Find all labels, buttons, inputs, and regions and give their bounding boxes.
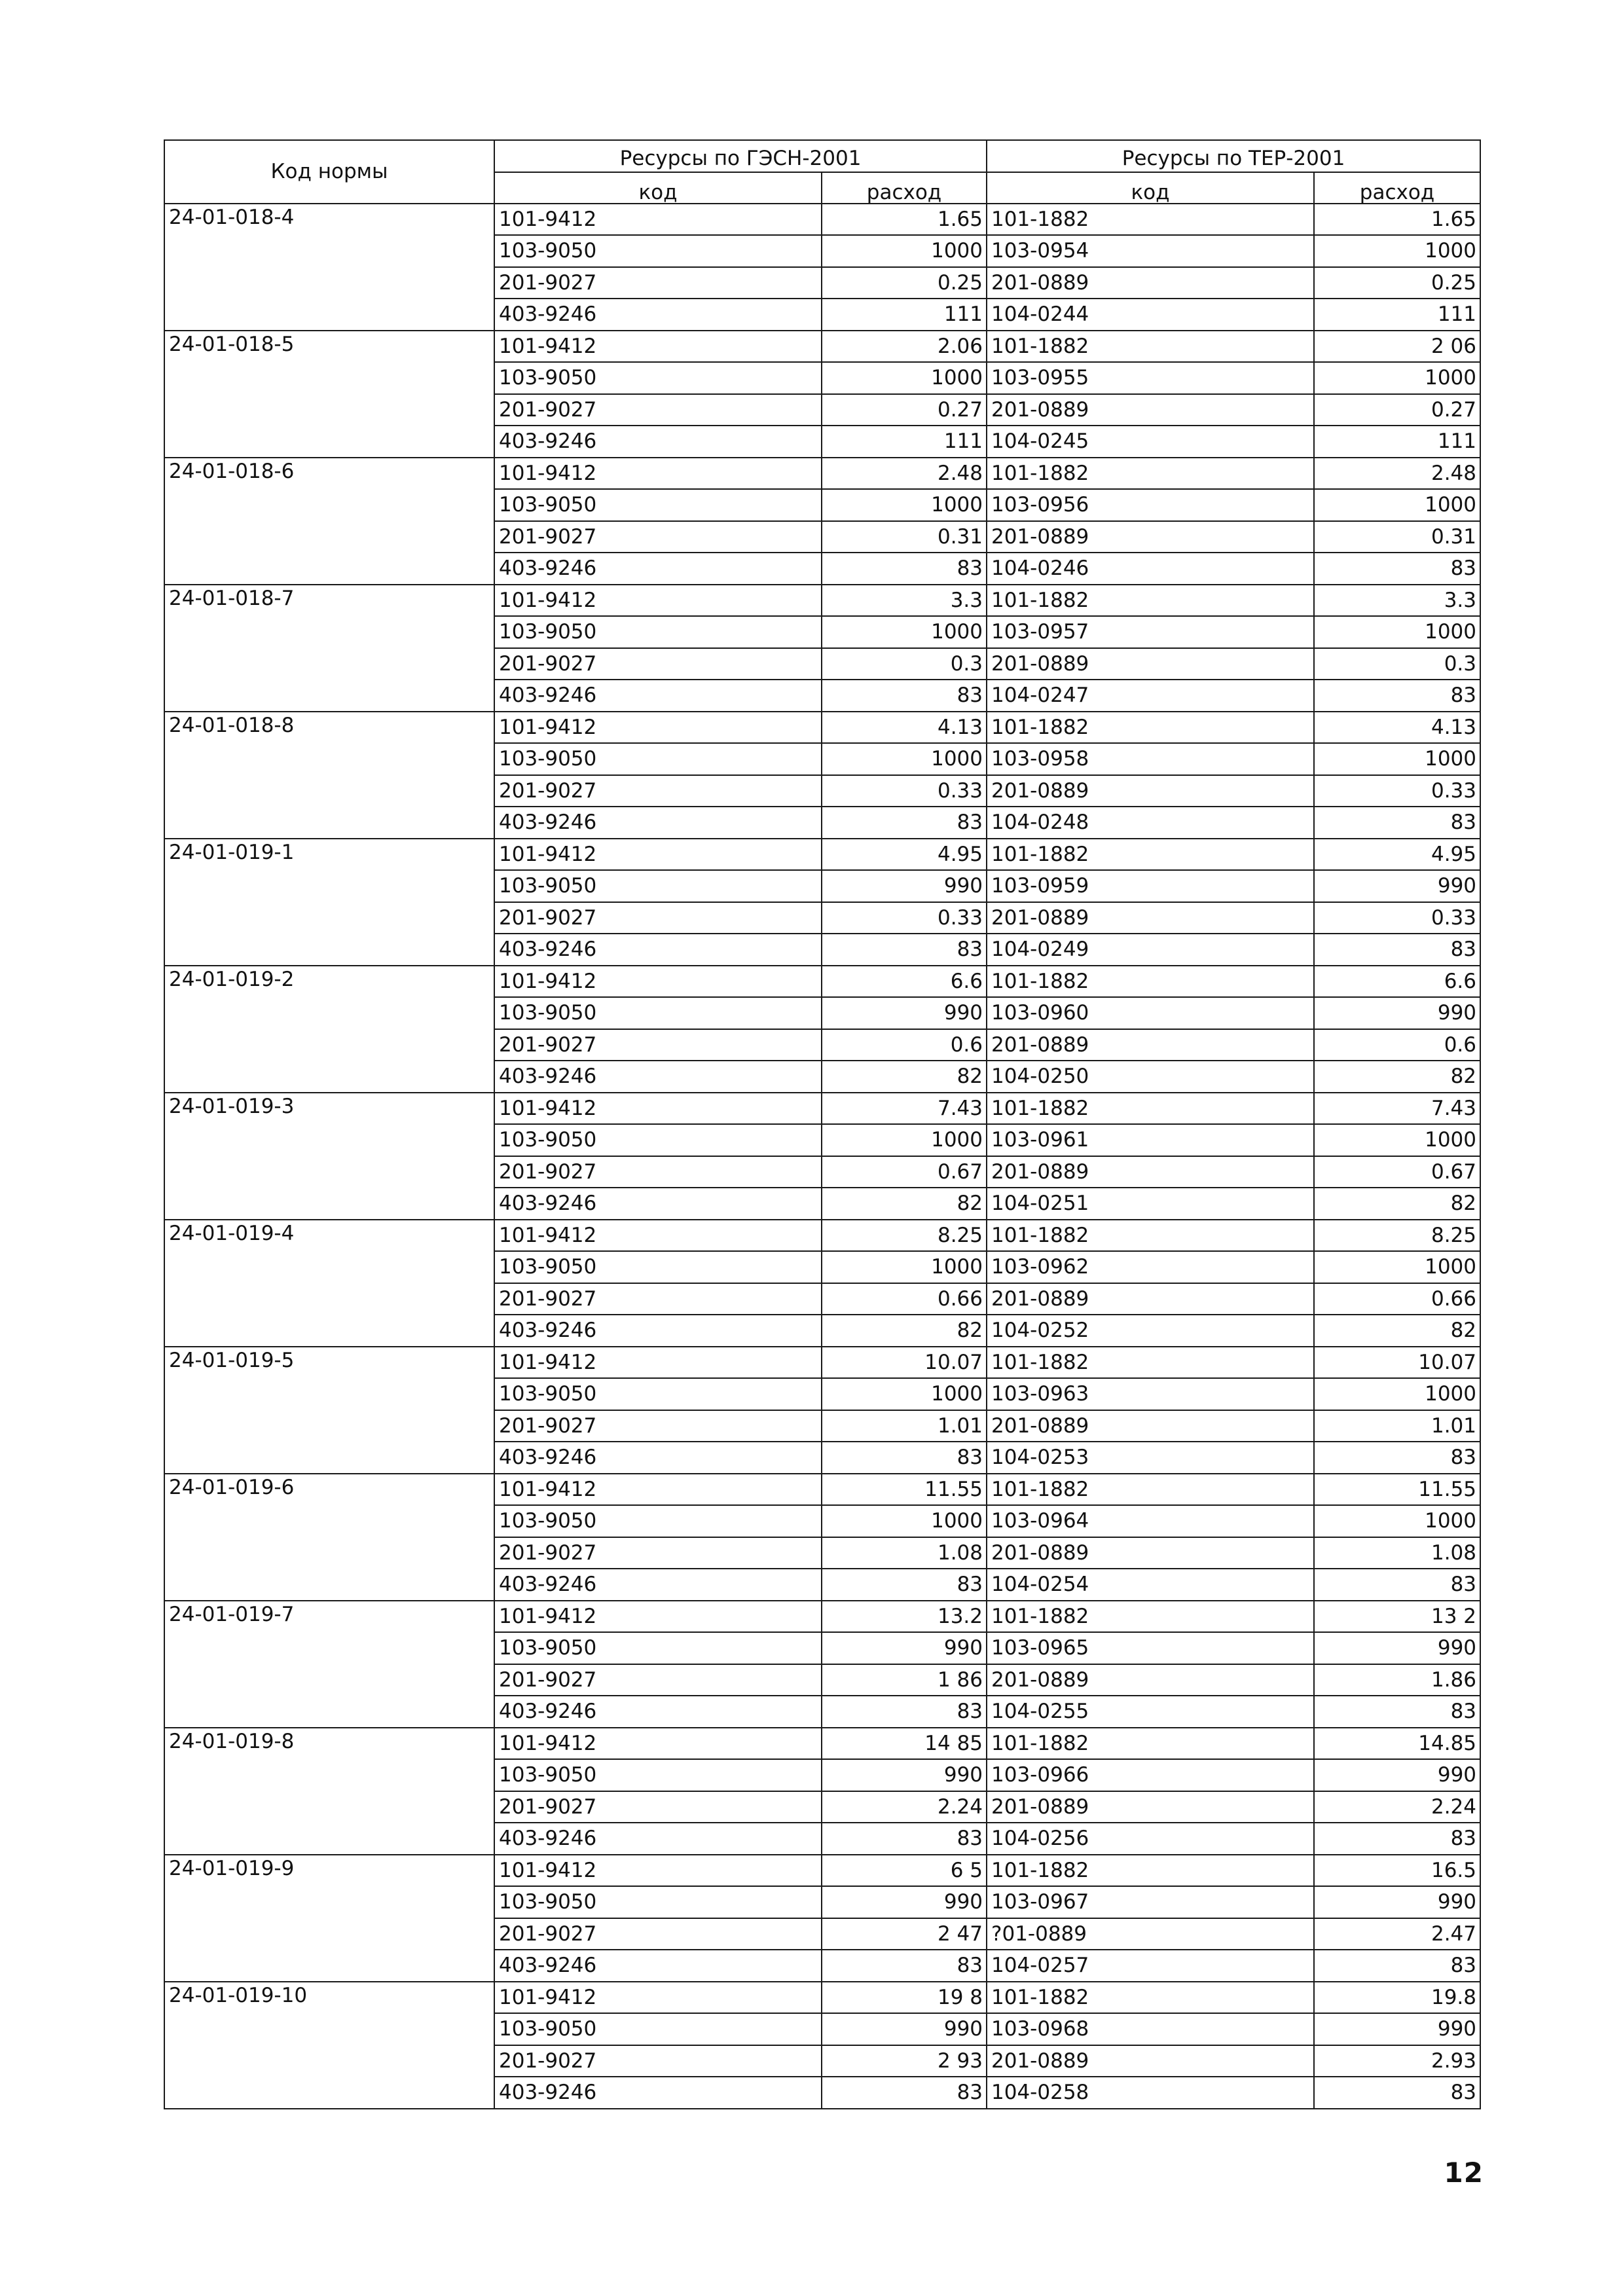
gesn-consumption-cell: 0.27 — [822, 394, 987, 426]
ter-consumption-cell: 83 — [1314, 1950, 1480, 1982]
ter-consumption-cell: 1.65 — [1314, 204, 1480, 236]
ter-consumption-cell: 82 — [1314, 1315, 1480, 1347]
gesn-consumption-cell: 1 86 — [822, 1664, 987, 1696]
gesn-code-cell: 201-9027 — [494, 394, 822, 426]
norm-code-cell: 24-01-019-6 — [164, 1474, 494, 1601]
ter-consumption-cell: 1000 — [1314, 235, 1480, 267]
gesn-consumption-cell: 0.31 — [822, 521, 987, 553]
gesn-consumption-cell: 0.66 — [822, 1283, 987, 1315]
table-row — [164, 1220, 1480, 1252]
ter-consumption-cell: 990 — [1314, 1759, 1480, 1791]
gesn-consumption-cell: 6 5 — [822, 1855, 987, 1887]
ter-code-cell: 103-0954 — [987, 235, 1314, 267]
table-row — [164, 1347, 1480, 1379]
ter-code-cell: 103-0957 — [987, 616, 1314, 648]
ter-consumption-cell: 0.66 — [1314, 1283, 1480, 1315]
gesn-code-cell: 201-9027 — [494, 521, 822, 553]
ter-consumption-cell: 4.13 — [1314, 712, 1480, 744]
ter-code-cell: 101-1882 — [987, 1855, 1314, 1887]
gesn-consumption-cell: 111 — [822, 426, 987, 458]
ter-consumption-cell: 1000 — [1314, 1124, 1480, 1156]
gesn-code-cell: 201-9027 — [494, 2045, 822, 2077]
ter-consumption-cell: 1000 — [1314, 743, 1480, 775]
gesn-code-cell: 101-9412 — [494, 839, 822, 871]
gesn-code-cell: 103-9050 — [494, 870, 822, 902]
gesn-code-cell: 201-9027 — [494, 1029, 822, 1061]
ter-code-cell: 201-0889 — [987, 1283, 1314, 1315]
gesn-code-cell: 201-9027 — [494, 902, 822, 934]
gesn-code-cell: 101-9412 — [494, 1093, 822, 1125]
ter-code-cell: 104-0245 — [987, 426, 1314, 458]
ter-code-cell: 103-0966 — [987, 1759, 1314, 1791]
ter-code-cell: 104-0244 — [987, 299, 1314, 331]
ter-consumption-cell: 0.33 — [1314, 775, 1480, 807]
norm-code-cell: 24-01-018-5 — [164, 331, 494, 458]
ter-consumption-cell: 2.93 — [1314, 2045, 1480, 2077]
gesn-consumption-cell: 990 — [822, 1759, 987, 1791]
ter-consumption-cell: 1.01 — [1314, 1410, 1480, 1442]
ter-consumption-cell: 1000 — [1314, 489, 1480, 521]
gesn-consumption-cell: 83 — [822, 1442, 987, 1474]
ter-consumption-cell: 2.24 — [1314, 1791, 1480, 1823]
gesn-code-cell: 201-9027 — [494, 1537, 822, 1569]
gesn-consumption-cell: 83 — [822, 1950, 987, 1982]
ter-consumption-cell: 1000 — [1314, 1251, 1480, 1283]
ter-consumption-cell: 83 — [1314, 1823, 1480, 1855]
ter-code-cell: 104-0256 — [987, 1823, 1314, 1855]
gesn-consumption-cell: 8.25 — [822, 1220, 987, 1252]
resource-table — [164, 139, 1481, 2109]
ter-consumption-cell: 1000 — [1314, 1378, 1480, 1410]
ter-code-cell: 104-0247 — [987, 680, 1314, 712]
ter-consumption-cell: 82 — [1314, 1188, 1480, 1220]
ter-code-cell: 103-0968 — [987, 2013, 1314, 2045]
ter-code-cell: 103-0958 — [987, 743, 1314, 775]
ter-consumption-cell: 990 — [1314, 1886, 1480, 1918]
page-number: 12 — [1444, 2157, 1484, 2189]
gesn-code-cell: 403-9246 — [494, 1823, 822, 1855]
ter-consumption-cell: 14.85 — [1314, 1728, 1480, 1760]
gesn-code-cell: 201-9027 — [494, 775, 822, 807]
ter-code-cell: 101-1882 — [987, 839, 1314, 871]
ter-code-cell: 101-1882 — [987, 712, 1314, 744]
table-row — [164, 839, 1480, 871]
ter-code-cell: 101-1882 — [987, 204, 1314, 236]
gesn-consumption-cell: 7.43 — [822, 1093, 987, 1125]
norm-code-cell: 24-01-019-1 — [164, 839, 494, 966]
table-row — [164, 585, 1480, 617]
gesn-code-cell: 403-9246 — [494, 2077, 822, 2109]
gesn-consumption-cell: 1000 — [822, 362, 987, 394]
ter-consumption-cell: 0.31 — [1314, 521, 1480, 553]
ter-consumption-cell: 0.3 — [1314, 648, 1480, 680]
gesn-consumption-cell: 1000 — [822, 235, 987, 267]
gesn-consumption-cell: 111 — [822, 299, 987, 331]
ter-consumption-cell: 3.3 — [1314, 585, 1480, 617]
ter-code-cell: 104-0252 — [987, 1315, 1314, 1347]
ter-code-cell: 101-1882 — [987, 1347, 1314, 1379]
gesn-code-cell: 403-9246 — [494, 1569, 822, 1601]
gesn-consumption-cell: 1000 — [822, 1378, 987, 1410]
gesn-code-cell: 403-9246 — [494, 1315, 822, 1347]
gesn-code-cell: 103-9050 — [494, 2013, 822, 2045]
gesn-code-cell: 403-9246 — [494, 1442, 822, 1474]
table-row — [164, 1601, 1480, 1633]
ter-code-cell: 201-0889 — [987, 1410, 1314, 1442]
ter-group-header: Ресурсы по ТЕР-2001 — [987, 140, 1480, 172]
norm-code-cell: 24-01-019-3 — [164, 1093, 494, 1220]
ter-code-cell: 201-0889 — [987, 648, 1314, 680]
gesn-code-cell: 201-9027 — [494, 648, 822, 680]
gesn-code-cell: 403-9246 — [494, 1696, 822, 1728]
ter-consumption-cell: 990 — [1314, 2013, 1480, 2045]
ter-code-cell: 103-0962 — [987, 1251, 1314, 1283]
norm-code-cell: 24-01-019-9 — [164, 1855, 494, 1982]
gesn-consumption-cell: 19 8 — [822, 1982, 987, 2014]
gesn-consumption-cell: 1000 — [822, 1251, 987, 1283]
gesn-code-cell: 101-9412 — [494, 458, 822, 490]
norm-code-header: Код нормы — [164, 140, 494, 204]
ter-consumption-cell: 83 — [1314, 2077, 1480, 2109]
header-row-groups — [164, 140, 1480, 172]
ter-consumption-cell: 82 — [1314, 1061, 1480, 1093]
ter-code-cell: 101-1882 — [987, 1474, 1314, 1506]
ter-code-cell: 201-0889 — [987, 521, 1314, 553]
ter-code-cell: 201-0889 — [987, 1664, 1314, 1696]
ter-consumption-header: расход — [1314, 172, 1480, 204]
gesn-code-cell: 101-9412 — [494, 712, 822, 744]
gesn-consumption-cell: 990 — [822, 1886, 987, 1918]
ter-code-cell: 201-0889 — [987, 902, 1314, 934]
gesn-consumption-cell: 4.95 — [822, 839, 987, 871]
ter-code-cell: 101-1882 — [987, 1093, 1314, 1125]
ter-consumption-cell: 83 — [1314, 553, 1480, 585]
table-row — [164, 966, 1480, 998]
gesn-consumption-cell: 83 — [822, 807, 987, 839]
gesn-consumption-cell: 1.65 — [822, 204, 987, 236]
ter-code-header: код — [987, 172, 1314, 204]
ter-consumption-cell: 990 — [1314, 997, 1480, 1029]
gesn-consumption-cell: 10.07 — [822, 1347, 987, 1379]
gesn-code-cell: 101-9412 — [494, 966, 822, 998]
gesn-consumption-cell: 990 — [822, 870, 987, 902]
gesn-consumption-cell: 0.33 — [822, 902, 987, 934]
ter-consumption-cell: 10.07 — [1314, 1347, 1480, 1379]
gesn-consumption-cell: 990 — [822, 1632, 987, 1664]
gesn-code-cell: 101-9412 — [494, 204, 822, 236]
gesn-code-cell: 103-9050 — [494, 1759, 822, 1791]
gesn-consumption-cell: 83 — [822, 553, 987, 585]
gesn-consumption-cell: 4.13 — [822, 712, 987, 744]
table-row — [164, 331, 1480, 363]
ter-consumption-cell: 111 — [1314, 299, 1480, 331]
ter-consumption-cell: 0.25 — [1314, 267, 1480, 299]
gesn-code-cell: 201-9027 — [494, 1410, 822, 1442]
gesn-consumption-cell: 0.33 — [822, 775, 987, 807]
gesn-code-cell: 103-9050 — [494, 362, 822, 394]
norm-code-cell: 24-01-019-8 — [164, 1728, 494, 1855]
ter-consumption-cell: 7.43 — [1314, 1093, 1480, 1125]
gesn-consumption-cell: 83 — [822, 934, 987, 966]
ter-code-cell: 201-0889 — [987, 2045, 1314, 2077]
ter-consumption-cell: 2 06 — [1314, 331, 1480, 363]
ter-consumption-cell: 13 2 — [1314, 1601, 1480, 1633]
gesn-code-cell: 201-9027 — [494, 1791, 822, 1823]
gesn-code-cell: 101-9412 — [494, 1728, 822, 1760]
table-row — [164, 204, 1480, 236]
ter-code-cell: 104-0249 — [987, 934, 1314, 966]
gesn-consumption-cell: 1000 — [822, 616, 987, 648]
norm-code-cell: 24-01-018-8 — [164, 712, 494, 839]
gesn-consumption-cell: 2 47 — [822, 1918, 987, 1950]
ter-code-cell: 103-0964 — [987, 1505, 1314, 1537]
table-row — [164, 1728, 1480, 1760]
gesn-code-cell: 103-9050 — [494, 1505, 822, 1537]
norm-code-cell: 24-01-018-7 — [164, 585, 494, 712]
gesn-consumption-cell: 3.3 — [822, 585, 987, 617]
gesn-code-cell: 101-9412 — [494, 1347, 822, 1379]
gesn-code-cell: 201-9027 — [494, 1283, 822, 1315]
ter-code-cell: 103-0967 — [987, 1886, 1314, 1918]
norm-code-cell: 24-01-019-5 — [164, 1347, 494, 1474]
gesn-consumption-cell: 83 — [822, 680, 987, 712]
gesn-consumption-cell: 2.48 — [822, 458, 987, 490]
gesn-consumption-cell: 0.67 — [822, 1156, 987, 1188]
ter-code-cell: 104-0253 — [987, 1442, 1314, 1474]
ter-code-cell: 104-0254 — [987, 1569, 1314, 1601]
ter-consumption-cell: 83 — [1314, 1442, 1480, 1474]
ter-consumption-cell: 1000 — [1314, 362, 1480, 394]
ter-consumption-cell: 0.33 — [1314, 902, 1480, 934]
gesn-consumption-header: расход — [822, 172, 987, 204]
ter-consumption-cell: 2.47 — [1314, 1918, 1480, 1950]
ter-code-cell: 201-0889 — [987, 1791, 1314, 1823]
ter-consumption-cell: 83 — [1314, 1696, 1480, 1728]
ter-consumption-cell: 83 — [1314, 807, 1480, 839]
gesn-consumption-cell: 11.55 — [822, 1474, 987, 1506]
ter-code-cell: 101-1882 — [987, 1220, 1314, 1252]
ter-consumption-cell: 1.08 — [1314, 1537, 1480, 1569]
ter-consumption-cell: 4.95 — [1314, 839, 1480, 871]
gesn-consumption-cell: 0.25 — [822, 267, 987, 299]
gesn-code-cell: 103-9050 — [494, 489, 822, 521]
norm-code-cell: 24-01-018-4 — [164, 204, 494, 331]
ter-consumption-cell: 1.86 — [1314, 1664, 1480, 1696]
gesn-code-cell: 101-9412 — [494, 1982, 822, 2014]
ter-code-cell: 201-0889 — [987, 1156, 1314, 1188]
gesn-code-cell: 403-9246 — [494, 1061, 822, 1093]
gesn-code-cell: 103-9050 — [494, 1886, 822, 1918]
ter-consumption-cell: 0.27 — [1314, 394, 1480, 426]
ter-code-cell: 101-1882 — [987, 1601, 1314, 1633]
norm-code-cell: 24-01-018-6 — [164, 458, 494, 585]
gesn-consumption-cell: 0.6 — [822, 1029, 987, 1061]
table-body — [164, 140, 1480, 2109]
ter-consumption-cell: 11.55 — [1314, 1474, 1480, 1506]
gesn-consumption-cell: 1.01 — [822, 1410, 987, 1442]
norm-code-cell: 24-01-019-2 — [164, 966, 494, 1093]
gesn-code-cell: 103-9050 — [494, 1124, 822, 1156]
gesn-code-cell: 201-9027 — [494, 1664, 822, 1696]
ter-code-cell: 101-1882 — [987, 1728, 1314, 1760]
ter-code-cell: 201-0889 — [987, 394, 1314, 426]
gesn-consumption-cell: 990 — [822, 997, 987, 1029]
ter-consumption-cell: 2.48 — [1314, 458, 1480, 490]
gesn-code-header: код — [494, 172, 822, 204]
gesn-consumption-cell: 2.06 — [822, 331, 987, 363]
gesn-consumption-cell: 1.08 — [822, 1537, 987, 1569]
gesn-code-cell: 201-9027 — [494, 267, 822, 299]
ter-consumption-cell: 19.8 — [1314, 1982, 1480, 2014]
gesn-code-cell: 403-9246 — [494, 680, 822, 712]
ter-code-cell: 104-0257 — [987, 1950, 1314, 1982]
ter-consumption-cell: 16.5 — [1314, 1855, 1480, 1887]
table-row — [164, 458, 1480, 490]
gesn-code-cell: 101-9412 — [494, 585, 822, 617]
gesn-code-cell: 103-9050 — [494, 1251, 822, 1283]
gesn-code-cell: 403-9246 — [494, 426, 822, 458]
ter-consumption-cell: 990 — [1314, 870, 1480, 902]
ter-code-cell: 103-0960 — [987, 997, 1314, 1029]
ter-code-cell: 201-0889 — [987, 775, 1314, 807]
ter-code-cell: 201-0889 — [987, 1029, 1314, 1061]
ter-code-cell: 104-0246 — [987, 553, 1314, 585]
ter-code-cell: 101-1882 — [987, 458, 1314, 490]
ter-code-cell: 101-1882 — [987, 585, 1314, 617]
gesn-code-cell: 101-9412 — [494, 1855, 822, 1887]
gesn-code-cell: 101-9412 — [494, 1601, 822, 1633]
ter-consumption-cell: 83 — [1314, 1569, 1480, 1601]
norm-code-cell: 24-01-019-7 — [164, 1601, 494, 1728]
gesn-code-cell: 403-9246 — [494, 934, 822, 966]
gesn-consumption-cell: 1000 — [822, 1124, 987, 1156]
gesn-code-cell: 103-9050 — [494, 1632, 822, 1664]
ter-consumption-cell: 990 — [1314, 1632, 1480, 1664]
ter-code-cell: 104-0250 — [987, 1061, 1314, 1093]
ter-code-cell: 101-1882 — [987, 966, 1314, 998]
ter-consumption-cell: 0.6 — [1314, 1029, 1480, 1061]
gesn-code-cell: 103-9050 — [494, 616, 822, 648]
gesn-consumption-cell: 6.6 — [822, 966, 987, 998]
table-row — [164, 712, 1480, 744]
ter-consumption-cell: 1000 — [1314, 1505, 1480, 1537]
ter-code-cell: 101-1882 — [987, 331, 1314, 363]
gesn-code-cell: 403-9246 — [494, 299, 822, 331]
ter-code-cell: 104-0255 — [987, 1696, 1314, 1728]
ter-consumption-cell: 1000 — [1314, 616, 1480, 648]
gesn-code-cell: 103-9050 — [494, 743, 822, 775]
gesn-consumption-cell: 0.3 — [822, 648, 987, 680]
ter-code-cell: 104-0258 — [987, 2077, 1314, 2109]
gesn-group-header: Ресурсы по ГЭСН-2001 — [494, 140, 987, 172]
gesn-consumption-cell: 2.24 — [822, 1791, 987, 1823]
gesn-code-cell: 201-9027 — [494, 1918, 822, 1950]
ter-code-cell: 103-0955 — [987, 362, 1314, 394]
ter-code-cell: ?01-0889 — [987, 1918, 1314, 1950]
gesn-code-cell: 101-9412 — [494, 1220, 822, 1252]
ter-consumption-cell: 83 — [1314, 934, 1480, 966]
gesn-consumption-cell: 1000 — [822, 489, 987, 521]
gesn-consumption-cell: 83 — [822, 2077, 987, 2109]
gesn-consumption-cell: 83 — [822, 1696, 987, 1728]
ter-consumption-cell: 0.67 — [1314, 1156, 1480, 1188]
gesn-code-cell: 103-9050 — [494, 235, 822, 267]
table-row — [164, 1474, 1480, 1506]
gesn-consumption-cell: 2 93 — [822, 2045, 987, 2077]
ter-consumption-cell: 111 — [1314, 426, 1480, 458]
ter-code-cell: 103-0965 — [987, 1632, 1314, 1664]
ter-consumption-cell: 83 — [1314, 680, 1480, 712]
gesn-consumption-cell: 13.2 — [822, 1601, 987, 1633]
ter-code-cell: 104-0248 — [987, 807, 1314, 839]
table-row — [164, 1855, 1480, 1887]
gesn-consumption-cell: 82 — [822, 1315, 987, 1347]
ter-code-cell: 103-0959 — [987, 870, 1314, 902]
gesn-consumption-cell: 83 — [822, 1823, 987, 1855]
gesn-code-cell: 201-9027 — [494, 1156, 822, 1188]
gesn-code-cell: 403-9246 — [494, 553, 822, 585]
gesn-consumption-cell: 990 — [822, 2013, 987, 2045]
gesn-consumption-cell: 1000 — [822, 743, 987, 775]
gesn-consumption-cell: 14 85 — [822, 1728, 987, 1760]
gesn-consumption-cell: 83 — [822, 1569, 987, 1601]
gesn-code-cell: 103-9050 — [494, 1378, 822, 1410]
ter-code-cell: 101-1882 — [987, 1982, 1314, 2014]
gesn-code-cell: 403-9246 — [494, 807, 822, 839]
ter-code-cell: 103-0961 — [987, 1124, 1314, 1156]
ter-code-cell: 201-0889 — [987, 1537, 1314, 1569]
ter-consumption-cell: 6.6 — [1314, 966, 1480, 998]
gesn-consumption-cell: 1000 — [822, 1505, 987, 1537]
gesn-code-cell: 101-9412 — [494, 1474, 822, 1506]
gesn-code-cell: 103-9050 — [494, 997, 822, 1029]
ter-code-cell: 104-0251 — [987, 1188, 1314, 1220]
ter-code-cell: 103-0963 — [987, 1378, 1314, 1410]
norm-code-cell: 24-01-019-4 — [164, 1220, 494, 1347]
gesn-code-cell: 403-9246 — [494, 1950, 822, 1982]
ter-code-cell: 103-0956 — [987, 489, 1314, 521]
ter-consumption-cell: 8.25 — [1314, 1220, 1480, 1252]
gesn-consumption-cell: 82 — [822, 1188, 987, 1220]
table-row — [164, 1093, 1480, 1125]
gesn-code-cell: 101-9412 — [494, 331, 822, 363]
gesn-consumption-cell: 82 — [822, 1061, 987, 1093]
table-row — [164, 1982, 1480, 2014]
norm-code-cell: 24-01-019-10 — [164, 1982, 494, 2109]
ter-code-cell: 201-0889 — [987, 267, 1314, 299]
gesn-code-cell: 403-9246 — [494, 1188, 822, 1220]
